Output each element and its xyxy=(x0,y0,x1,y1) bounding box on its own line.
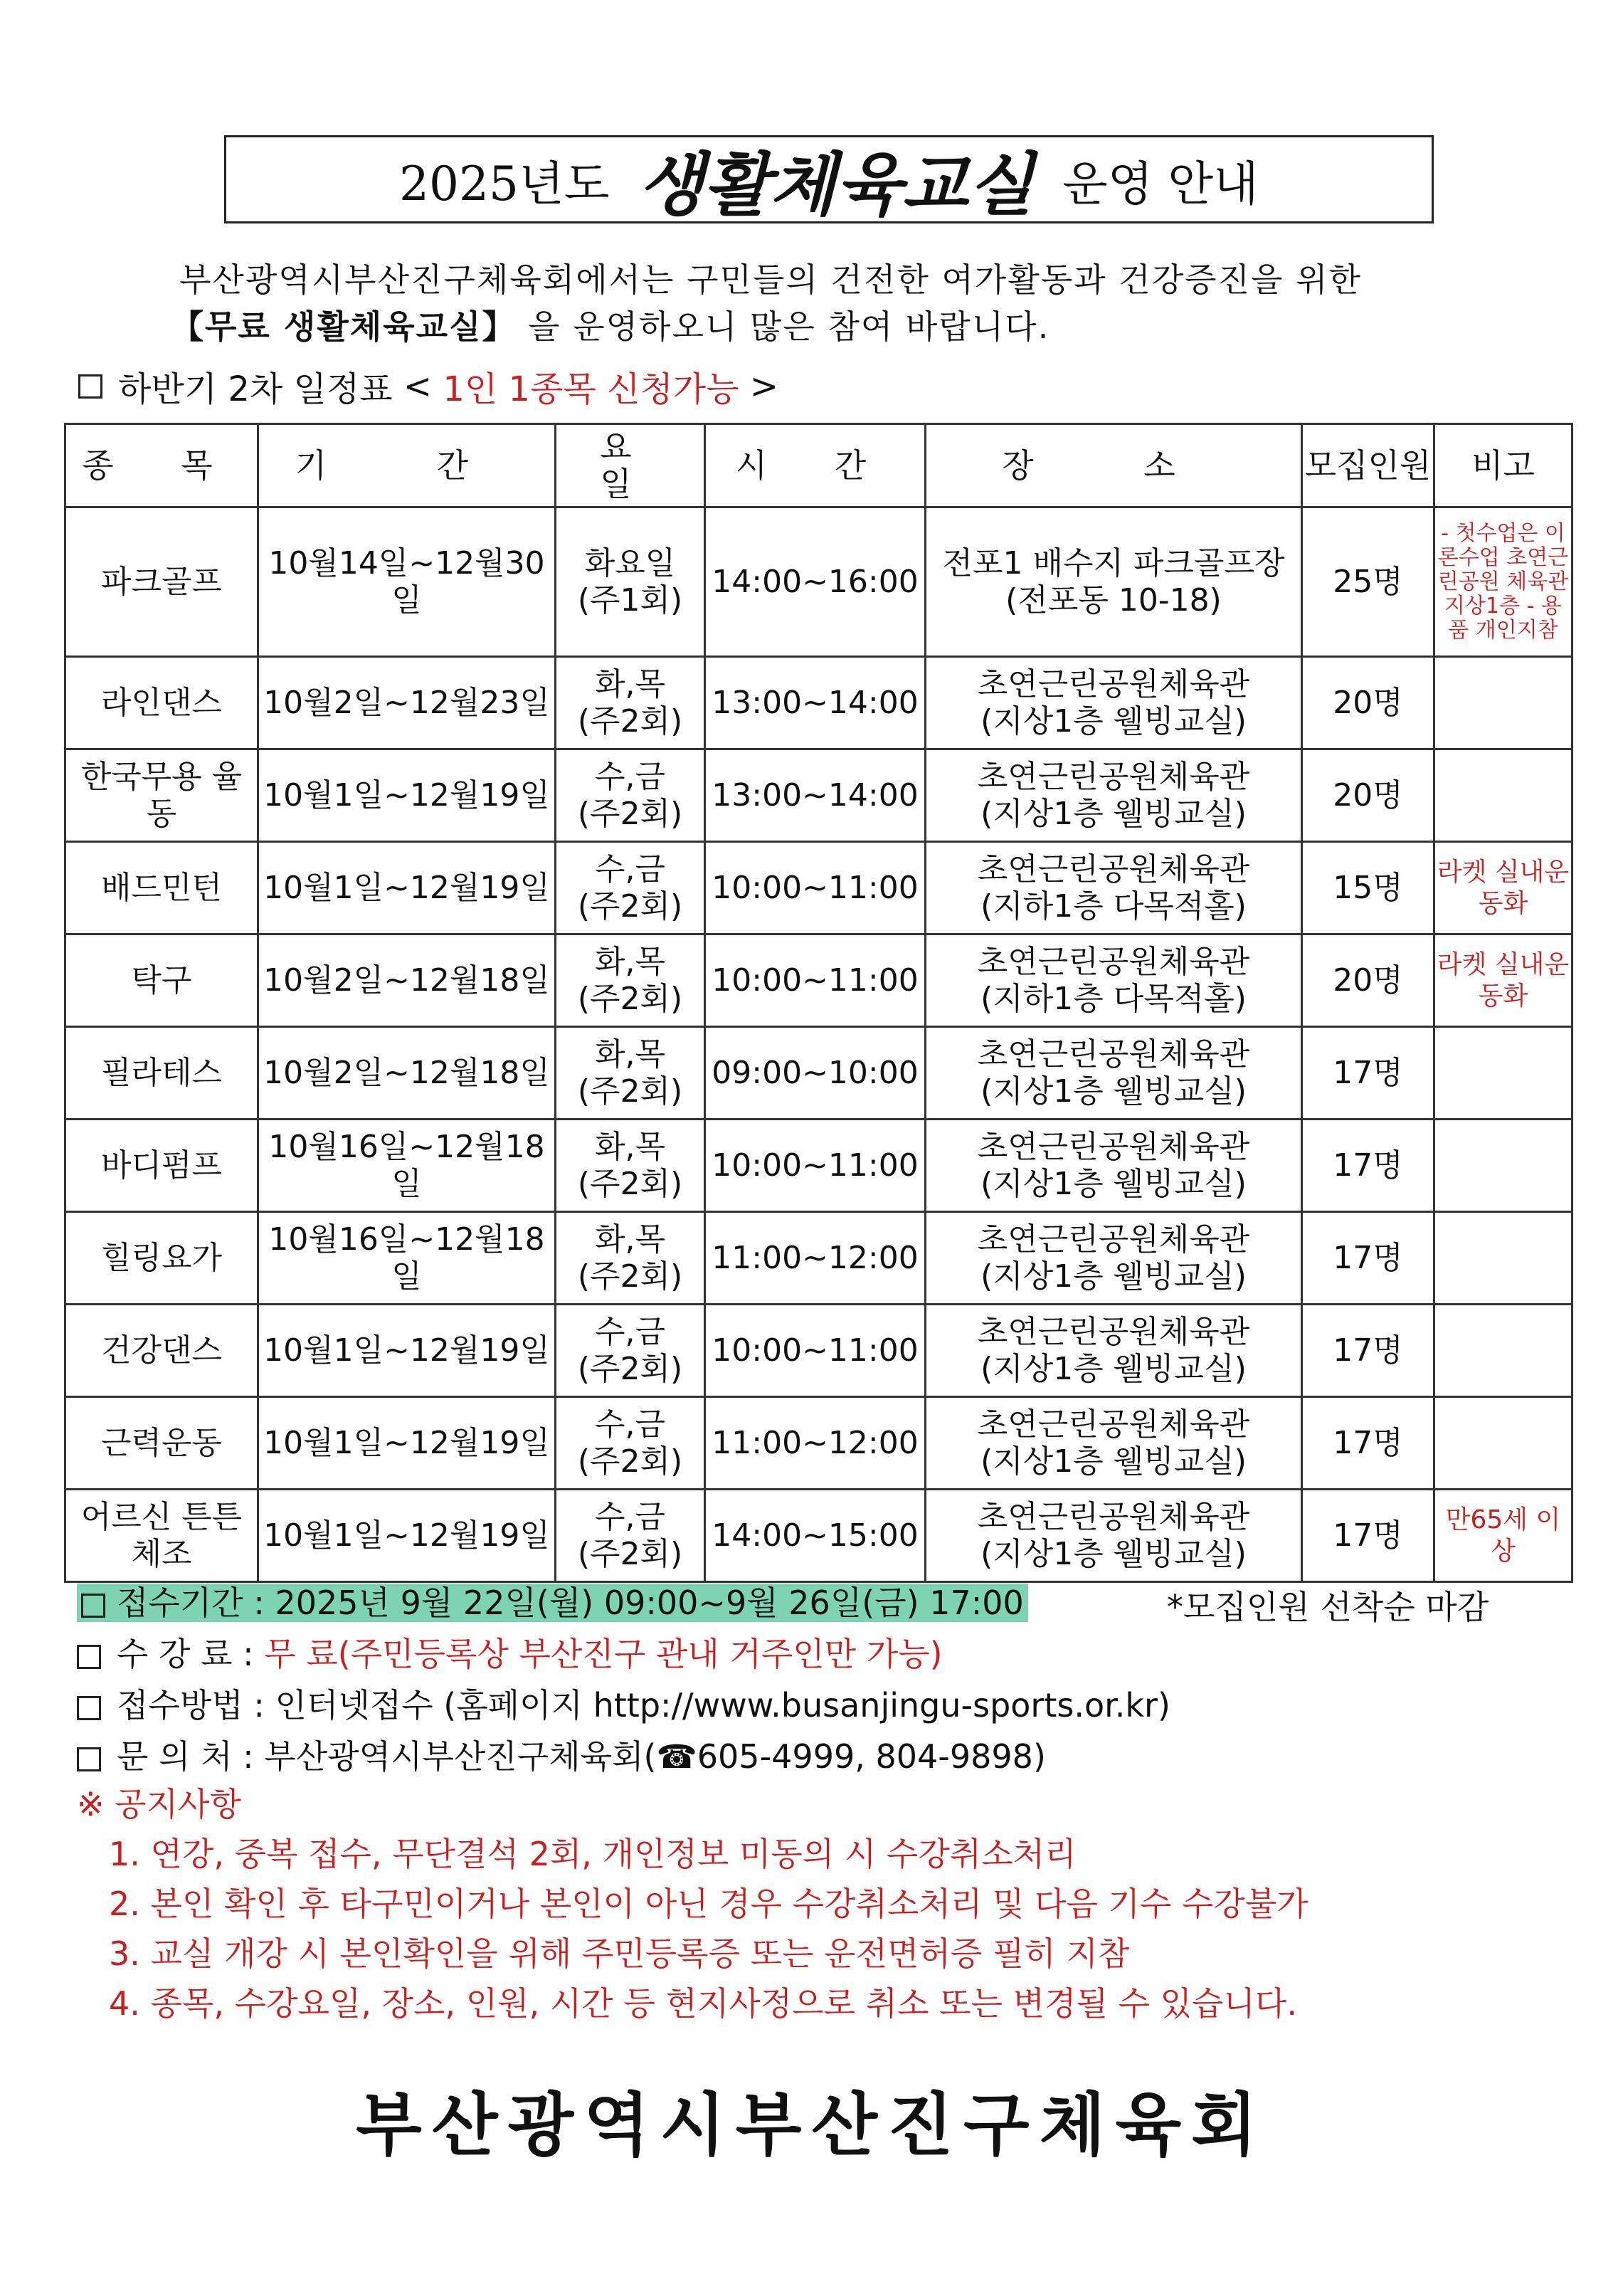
cell-day-freq: (주2회) xyxy=(577,980,683,1017)
list-item: 4. 종목, 수강요일, 장소, 인원, 시간 등 현지사정으로 취소 또는 변경될 수 있습니다. xyxy=(109,1984,1297,2023)
cell-place-detail: (지상1층 웰빙교실) xyxy=(980,1073,1247,1110)
checkbox-icon xyxy=(77,1696,101,1720)
cell-capacity: 20명 xyxy=(1302,934,1434,1027)
cell-period: 10월1일~12월19일 xyxy=(258,842,556,934)
schedule-heading-open: < xyxy=(392,366,443,406)
cell-capacity: 20명 xyxy=(1302,657,1434,749)
cell-place-name: 초연근린공원체육관 xyxy=(977,1221,1250,1258)
info-contact xyxy=(77,1735,1046,1778)
cell-place xyxy=(926,657,1302,749)
cell-place-detail: (지상1층 웰빙교실) xyxy=(980,1350,1247,1387)
cell-day-value: 화요일 xyxy=(584,544,676,581)
organization-footer: 부산광역시부산진구체육회 xyxy=(356,2085,1267,2165)
checkbox-icon xyxy=(81,1594,105,1618)
cell-capacity: 25명 xyxy=(1302,507,1434,657)
cell-note: 라켓 실내운동화 xyxy=(1434,842,1572,934)
cell-period: 10월1일~12월19일 xyxy=(258,1490,556,1582)
cell-day xyxy=(556,1212,705,1305)
cell-place xyxy=(926,842,1302,934)
cell-place xyxy=(926,1120,1302,1212)
cell-day-freq: (주2회) xyxy=(577,1350,683,1387)
header-period: 기 간 xyxy=(258,424,556,507)
info-fee-value: 무 료(주민등록상 부산진구 관내 거주인만 가능) xyxy=(264,1635,943,1673)
cell-day xyxy=(556,934,705,1027)
cell-day-value: 수,금 xyxy=(595,1498,665,1535)
cell-time: 10:00~11:00 xyxy=(705,934,926,1027)
cell-time: 11:00~12:00 xyxy=(705,1212,926,1305)
cell-place-name: 초연근린공원체육관 xyxy=(977,1128,1250,1165)
cell-day-value: 화,목 xyxy=(595,1128,665,1165)
cell-place-name: 초연근린공원체육관 xyxy=(977,665,1250,702)
cell-period: 10월2일~12월18일 xyxy=(258,1027,556,1120)
schedule-heading xyxy=(78,362,778,411)
cell-sport: 필라테스 xyxy=(65,1027,258,1120)
info-fee-label: 수 강 료 : xyxy=(117,1635,265,1673)
cell-day-freq: (주2회) xyxy=(577,1258,683,1295)
cell-capacity: 17명 xyxy=(1302,1120,1434,1212)
cell-day-freq: (주2회) xyxy=(577,702,683,739)
cell-day-value: 수,금 xyxy=(595,1406,665,1443)
cell-capacity: 17명 xyxy=(1302,1027,1434,1120)
cell-place xyxy=(926,1397,1302,1490)
cell-day xyxy=(556,1027,705,1120)
notice-section xyxy=(77,1779,1309,2028)
cell-day xyxy=(556,657,705,749)
cell-time: 13:00~14:00 xyxy=(705,657,926,749)
cell-day xyxy=(556,1490,705,1582)
cell-capacity: 17명 xyxy=(1302,1212,1434,1305)
info-method xyxy=(77,1684,1170,1727)
cell-place xyxy=(926,749,1302,842)
cell-place-name: 초연근린공원체육관 xyxy=(977,1406,1250,1443)
cell-time: 11:00~12:00 xyxy=(705,1397,926,1490)
cell-note xyxy=(1434,1027,1572,1120)
cell-place-detail: (지하1층 다목적홀) xyxy=(980,980,1247,1017)
cell-place-name: 전포1 배수지 파크골프장 xyxy=(942,544,1285,581)
cell-time: 10:00~11:00 xyxy=(705,842,926,934)
info-period-highlight xyxy=(77,1584,1028,1622)
cell-period: 10월2일~12월23일 xyxy=(258,657,556,749)
cell-capacity: 20명 xyxy=(1302,749,1434,842)
title-year: 2025년도 xyxy=(399,156,610,211)
cell-sport: 배드민턴 xyxy=(65,842,258,934)
list-item: 1. 연강, 중복 접수, 무단결석 2회, 개인정보 미동의 시 수강취소처리 xyxy=(109,1835,1077,1873)
cell-place-detail: (지상1층 웰빙교실) xyxy=(980,1443,1247,1480)
cell-day-freq: (주2회) xyxy=(577,1073,683,1110)
cell-period: 10월1일~12월19일 xyxy=(258,749,556,842)
notice-title: ※ 공지사항 xyxy=(77,1785,241,1823)
table-row xyxy=(65,507,1572,657)
notice-list xyxy=(77,1829,1309,2028)
intro-line-2-rest: 을 운영하오니 많은 참여 바랍니다. xyxy=(516,307,1050,346)
info-contact-text: 문 의 처 : 부산광역시부산진구체육회(☎605-4999, 804-9898) xyxy=(117,1737,1046,1776)
table-row xyxy=(65,1120,1572,1212)
cell-place-name: 초연근린공원체육관 xyxy=(977,1313,1250,1350)
info-fee xyxy=(77,1633,943,1675)
cell-place-name: 초연근린공원체육관 xyxy=(977,943,1250,980)
cell-period: 10월2일~12월18일 xyxy=(258,934,556,1027)
cell-place-name: 초연근린공원체육관 xyxy=(977,851,1250,888)
cell-place-detail: (지상1층 웰빙교실) xyxy=(980,1535,1247,1572)
schedule-heading-label: 하반기 2차 일정표 xyxy=(118,369,393,409)
cell-time: 14:00~16:00 xyxy=(705,507,926,657)
table-row xyxy=(65,842,1572,934)
cell-note xyxy=(1434,749,1572,842)
table-row xyxy=(65,1212,1572,1305)
cell-place-detail: (지하1층 다목적홀) xyxy=(980,888,1247,925)
cell-day-value: 화,목 xyxy=(595,1221,665,1258)
cell-capacity: 17명 xyxy=(1302,1305,1434,1397)
cell-sport: 파크골프 xyxy=(65,507,258,657)
cell-time: 09:00~10:00 xyxy=(705,1027,926,1120)
checkbox-icon xyxy=(78,374,102,399)
schedule-heading-note: 1인 1종목 신청가능 xyxy=(443,369,739,409)
cell-sport: 바디펌프 xyxy=(65,1120,258,1212)
cell-day-freq: (주2회) xyxy=(577,888,683,925)
cell-day-freq: (주2회) xyxy=(577,1165,683,1202)
schedule-heading-close: > xyxy=(739,366,779,406)
cell-sport: 한국무용 율동 xyxy=(65,749,258,842)
table-row xyxy=(65,1490,1572,1582)
page-title xyxy=(224,135,1434,223)
cell-day-freq: (주2회) xyxy=(577,1443,683,1480)
cell-place xyxy=(926,1490,1302,1582)
cell-place xyxy=(926,934,1302,1027)
cell-place-name: 초연근린공원체육관 xyxy=(977,1036,1250,1073)
cell-day-freq: (주1회) xyxy=(577,581,683,618)
table-row xyxy=(65,1027,1572,1120)
cell-time: 10:00~11:00 xyxy=(705,1305,926,1397)
intro-line-1: 부산광역시부산진구체육회에서는 구민들의 건전한 여가활동과 건강증진을 위한 xyxy=(179,260,1362,299)
table-row xyxy=(65,749,1572,842)
cell-day-value: 수,금 xyxy=(595,758,665,795)
checkbox-icon xyxy=(77,1747,101,1771)
cell-sport: 건강댄스 xyxy=(65,1305,258,1397)
intro-text xyxy=(171,256,1523,350)
list-item: 2. 본인 확인 후 타구민이거나 본인이 아닌 경우 수강취소처리 및 다음 기수 수강불가 xyxy=(109,1885,1309,1923)
cell-note: 만65세 이상 xyxy=(1434,1490,1572,1582)
title-suffix: 운영 안내 xyxy=(1062,156,1259,211)
header-place: 장 소 xyxy=(926,424,1302,507)
cell-day xyxy=(556,842,705,934)
table-row xyxy=(65,1305,1572,1397)
header-capacity: 모집인원 xyxy=(1302,424,1434,507)
header-sport: 종 목 xyxy=(65,424,258,507)
table-row xyxy=(65,934,1572,1027)
cell-day xyxy=(556,1397,705,1490)
deadline-note: *모집인원 선착순 마감 xyxy=(1167,1588,1489,1626)
cell-period: 10월16일~12월18일 xyxy=(258,1212,556,1305)
cell-period: 10월1일~12월19일 xyxy=(258,1397,556,1490)
cell-note xyxy=(1434,1305,1572,1397)
info-period-label: 접수기간 : 2025년 9월 22일(월) 09:00~9월 26일(금) 17:00 xyxy=(117,1584,1024,1622)
cell-place-detail: (지상1층 웰빙교실) xyxy=(980,1258,1247,1295)
schedule-table xyxy=(64,423,1573,1583)
table-row xyxy=(65,1397,1572,1490)
cell-time: 14:00~15:00 xyxy=(705,1490,926,1582)
cell-period: 10월16일~12월18일 xyxy=(258,1120,556,1212)
intro-line-2 xyxy=(171,303,1523,350)
cell-time: 10:00~11:00 xyxy=(705,1120,926,1212)
cell-place-name: 초연근린공원체육관 xyxy=(977,1498,1250,1535)
cell-note xyxy=(1434,1120,1572,1212)
cell-place xyxy=(926,1305,1302,1397)
cell-place xyxy=(926,1027,1302,1120)
cell-note xyxy=(1434,1397,1572,1490)
cell-place-detail: (지상1층 웰빙교실) xyxy=(980,1165,1247,1202)
cell-day-value: 화,목 xyxy=(595,1036,665,1073)
cell-day xyxy=(556,1305,705,1397)
info-period xyxy=(77,1581,1028,1624)
cell-sport: 라인댄스 xyxy=(65,657,258,749)
list-item: 3. 교실 개강 시 본인확인을 위해 주민등록증 또는 운전면허증 필히 지참 xyxy=(109,1934,1130,1973)
cell-period: 10월1일~12월19일 xyxy=(258,1305,556,1397)
intro-program-name: 【무료 생활체육교실】 xyxy=(171,307,517,346)
cell-note: 라켓 실내운동화 xyxy=(1434,934,1572,1027)
header-time: 시 간 xyxy=(705,424,926,507)
cell-day-value: 수,금 xyxy=(595,1313,665,1350)
cell-time: 13:00~14:00 xyxy=(705,749,926,842)
cell-day xyxy=(556,1120,705,1212)
cell-day-value: 화,목 xyxy=(595,943,665,980)
cell-day xyxy=(556,507,705,657)
cell-note xyxy=(1434,1212,1572,1305)
cell-note xyxy=(1434,657,1572,749)
cell-sport: 어르신 튼튼체조 xyxy=(65,1490,258,1582)
cell-capacity: 17명 xyxy=(1302,1490,1434,1582)
cell-place xyxy=(926,1212,1302,1305)
info-method-text: 접수방법 : 인터넷접수 (홈페이지 http://www.busanjingu-sports.or.kr) xyxy=(117,1686,1170,1724)
cell-place-detail: (지상1층 웰빙교실) xyxy=(980,702,1247,739)
cell-sport: 근력운동 xyxy=(65,1397,258,1490)
cell-note: - 첫수업은 이론수업 초연근린공원 체육관지상1층 - 용품 개인지참 xyxy=(1434,507,1572,657)
cell-day xyxy=(556,749,705,842)
cell-day-freq: (주2회) xyxy=(577,1535,683,1572)
cell-sport: 힐링요가 xyxy=(65,1212,258,1305)
title-emphasis: 생활체육교실 xyxy=(638,144,1034,225)
cell-place-detail: (전포동 10-18) xyxy=(1005,581,1222,618)
table-header-row xyxy=(65,424,1572,507)
cell-place xyxy=(926,507,1302,657)
cell-place-name: 초연근린공원체육관 xyxy=(977,758,1250,795)
cell-place-detail: (지상1층 웰빙교실) xyxy=(980,795,1247,832)
cell-sport: 탁구 xyxy=(65,934,258,1027)
cell-day-freq: (주2회) xyxy=(577,795,683,832)
cell-day-value: 수,금 xyxy=(595,851,665,888)
cell-capacity: 17명 xyxy=(1302,1397,1434,1490)
header-note: 비고 xyxy=(1434,424,1572,507)
checkbox-icon xyxy=(77,1645,101,1669)
cell-period: 10월14일~12월30일 xyxy=(258,507,556,657)
table-row xyxy=(65,657,1572,749)
cell-day-value: 화,목 xyxy=(595,665,665,702)
cell-capacity: 15명 xyxy=(1302,842,1434,934)
header-day: 요 일 xyxy=(556,424,705,507)
